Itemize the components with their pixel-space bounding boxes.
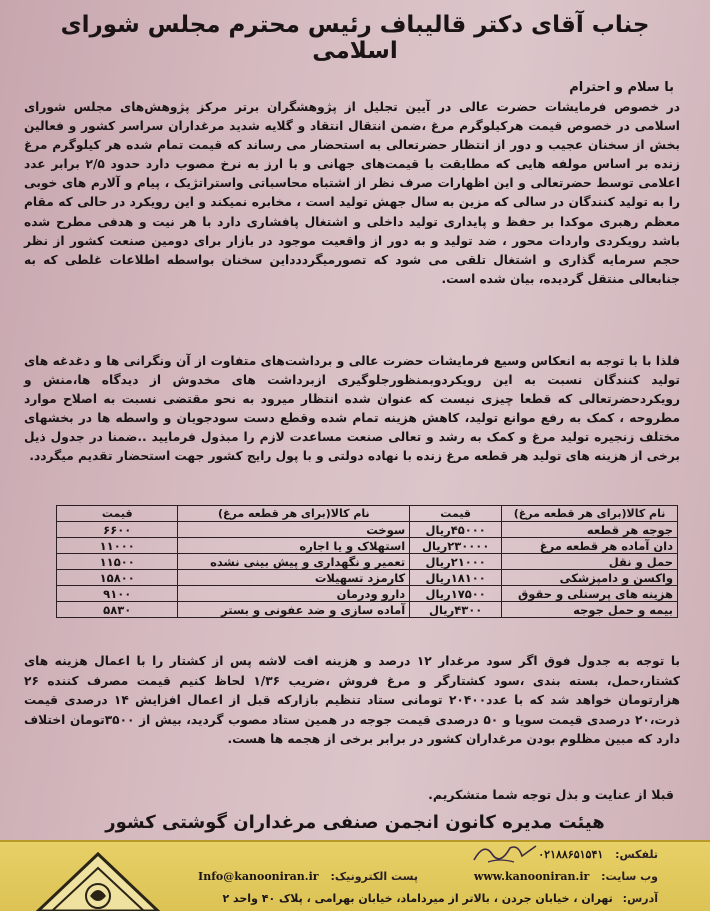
header-price-left: قیمت: [57, 506, 178, 522]
cell-price: ۲۱۰۰۰ریال: [410, 554, 502, 570]
cell-price: ۱۵۸۰۰: [57, 570, 178, 586]
cell-price: ۱۱۵۰۰: [57, 554, 178, 570]
cell-item: حمل و نقل: [502, 554, 678, 570]
table-row: [57, 602, 678, 618]
footer-website: [474, 870, 658, 883]
cost-table: [56, 505, 678, 618]
salutation: با سلام و احترام: [569, 80, 674, 95]
paragraph-1: در خصوص فرمایشات حضرت عالی در آیین تجلیل از پژوهشگران برتر مرکز پژوهش‌های مجلس شورای اسلامی در خصوص قیمت هرکیلوگرم مرغ ،ضمن انتقال انتقاد و گلایه شدید مرغداران سراسر کشور و فعالین بخش از سخنان عجیب و دور از انتظار حضرتعالی به استحضار می رساند که قیمت تمام شده هر کیلوگرم مرغ زنده بر اساس مولفه هایی که مطابقت با قیمت‌های جهانی و با ارز به نرخ مصوب دارد حدود ۲/۵ برابر عدد اعلامی توسط حضرتعالی و این اظهارات صرف نظر از اشتباه محاسباتی واستراتژیک ، پیام و آلارم های خوبی را به تولید کنندگان در سالی که مزین به سال جهش تولید است ، مخابره نمیکند و این رویکرد در حالی که مقام معظم رهبری موکدا بر حفظ و پایداری تولید داخلی و اشتغال پافشاری دارد با هر نیت و هدفی مطرح شده باشد رویکردی واردات محور ، ضد تولید و به دور از واقعیت موجود در بازار برای دومین صنعت کشور از نظر حجم سرمایه گذاری و اشتغال تلقی می شود که تصورمیگرددداین سخنان بواسطه اطلاعات غلطی که به جنابعالی منتقل گردیده، بیان شده است.: [24, 100, 680, 286]
address-label: آدرس:: [622, 892, 658, 905]
cell-item: دارو ودرمان: [178, 586, 410, 602]
phone-value: ۰۲۱۸۸۶۵۱۵۴۱: [538, 848, 604, 861]
header-price-right: قیمت: [410, 506, 502, 522]
cell-item: بیمه و حمل جوجه: [502, 602, 678, 618]
cell-price: ۱۱۰۰۰: [57, 538, 178, 554]
footer-address: [222, 892, 658, 905]
footer-email: [198, 870, 418, 883]
cell-item: تعمیر و نگهداری و پیش بینی نشده: [178, 554, 410, 570]
table-row: [57, 522, 678, 538]
email-value[interactable]: Info@kanooniran.ir: [198, 870, 319, 883]
cell-price: ۵۸۳۰: [57, 602, 178, 618]
cell-price: ۹۱۰۰: [57, 586, 178, 602]
cell-item: جوجه هر قطعه: [502, 522, 678, 538]
website-label: وب سایت:: [601, 870, 658, 883]
phone-label: تلفکس:: [615, 848, 658, 861]
closing-line: قبلا از عنایت و بذل توجه شما متشکریم.: [428, 787, 674, 802]
table-row: [57, 586, 678, 602]
paragraph-2: فلذا با با توجه به انعکاس وسیع فرمایشات حضرت عالی و برداشت‌های متفاوت از آن ونگرانی ها و دغدغه های تولید کنندگان نسبت به این رویکردوبمنظورجلوگیری ازبرداشت های مخدوش از دیدگاه ها،منش و رویکردحضرتعالی که قطعا چیزی نیست که عنوان شده انتظار میرود به نحو مقتضی نسبت به اصلاح موارد مطروحه ، کمک به رفع موانع تولید، کاهش هزینه تمام شده وقطع دست سودجویان و واسطه ها در بخشهای مختلف زنجیره تولید مرغ و کمک به رشد و تعالی صنعت مساعدت لازم را مبذول فرمایید ..ضمنا در جدول ذیل برخی از هزینه های تولید هر قطعه مرغ زنده با نهاده دولتی و با پول رایج کشور جهت استحضار تقدیم میگردد.: [24, 354, 680, 464]
cell-item: هزینه های پرسنلی و حقوق: [502, 586, 678, 602]
header-item-right: نام کالا(برای هر قطعه مرغ): [502, 506, 678, 522]
email-label: پست الکترونیک:: [330, 870, 418, 883]
table-row: [57, 554, 678, 570]
cell-item: کارمزد تسهیلات: [178, 570, 410, 586]
table-header-row: [57, 506, 678, 522]
table-row: [57, 570, 678, 586]
signature-block: هیئت مدیره کانون انجمن صنفی مرغداران گوشتی کشور: [105, 812, 605, 833]
cell-price: ۶۶۰۰: [57, 522, 178, 538]
cell-item: استهلاک و یا اجاره: [178, 538, 410, 554]
cell-price: ۲۳۰۰۰۰ریال: [410, 538, 502, 554]
paragraph-3: با توجه به جدول فوق اگر سود مرغدار ۱۲ درصد و هزینه افت لاشه پس از کشتار را با اعمال هزینه های کشتار،حمل، بسته بندی ،سود کشتارگر و مرغ فروش ،ضریب ۱/۳۶ لحاظ کنیم قیمت مصرف کننده ۲۶ هزارتومان خواهد شد که با عدد۲۰۴۰۰ تومانی ستاد تنظیم بازارکه قبل از اعمال افزایش ۱۴ درصدی قیمت ذرت،۲۰ درصدی قیمت سویا و ۵۰ درصدی قیمت جوجه در همین ستاد مصوب گردید، بیش از ۳۵۰۰تومان اختلاف دارد که مبین مظلوم بودن مرغداران کشور در برابر برخی از هجمه ها هست.: [24, 654, 680, 746]
cell-item: سوخت: [178, 522, 410, 538]
cell-price: ۱۸۱۰۰ریال: [410, 570, 502, 586]
cell-item: دان آماده هر قطعه مرغ: [502, 538, 678, 554]
letter-title: جناب آقای دکتر قالیباف رئیس محترم مجلس شورای اسلامی: [60, 12, 650, 64]
cell-price: ۴۳۰۰ریال: [410, 602, 502, 618]
cell-item: آماده سازی و ضد عفونی و بستر: [178, 602, 410, 618]
cell-price: ۴۵۰۰۰ریال: [410, 522, 502, 538]
website-value[interactable]: www.kanooniran.ir: [473, 870, 590, 883]
address-value: تهران ، خیابان جردن ، بالاتر از میرداماد، خیابان بهرامی ، پلاک ۴۰ واحد ۲: [222, 892, 613, 905]
handwritten-signature-icon: [470, 838, 540, 866]
footer-phone: [538, 848, 658, 861]
association-logo-icon: [28, 836, 168, 911]
header-item-left: نام کالا(برای هر قطعه مرغ): [178, 506, 410, 522]
cell-price: ۱۷۵۰۰ریال: [410, 586, 502, 602]
cell-item: واکسن و دامپزشکی: [502, 570, 678, 586]
table-row: [57, 538, 678, 554]
